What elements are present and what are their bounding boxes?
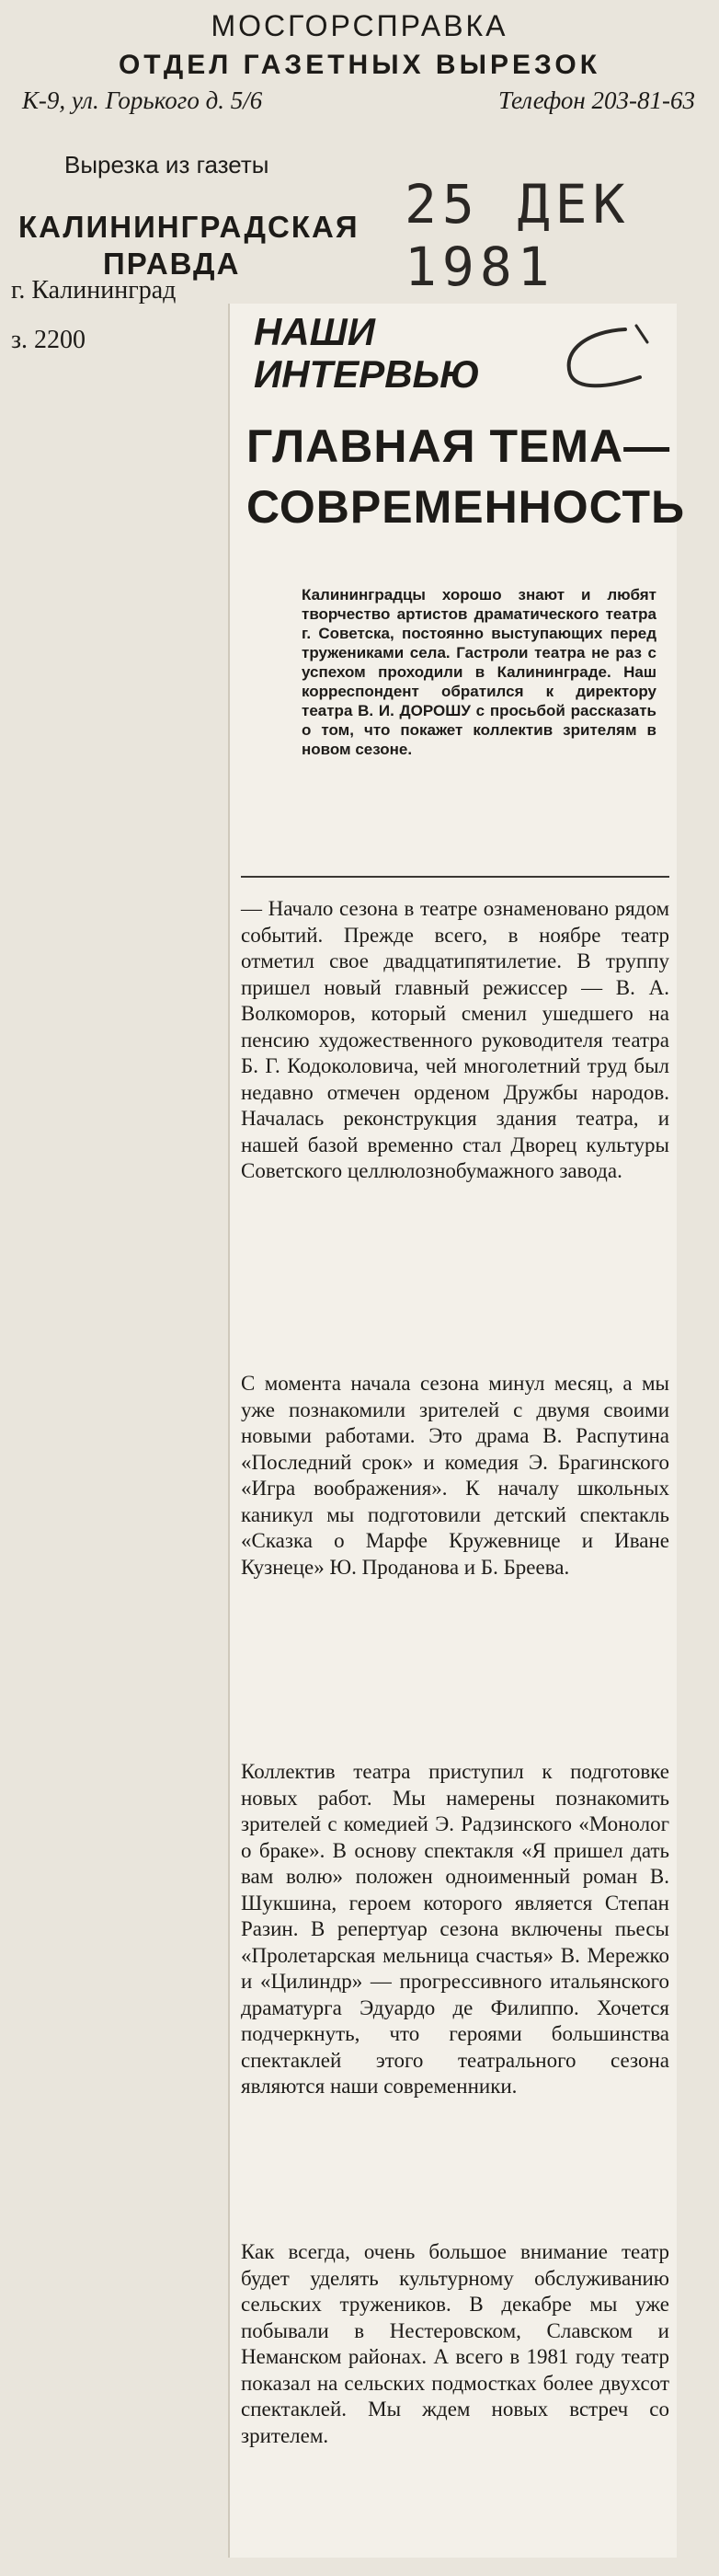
newspaper-name-line1: КАЛИНИНГРАДСКАЯ	[18, 210, 360, 244]
agency-address: К-9, ул. Горького д. 5/6	[22, 86, 263, 114]
headline-line1: ГЛАВНАЯ ТЕМА—	[246, 420, 671, 472]
article-rubric	[254, 311, 480, 396]
article-paragraph-3: Коллектив театра приступил к подготовке новых работ. Мы намерены познакомить зрителей с комедией Э. Радзинского «Монолог о браке». В основу спектакля «Я пришел дать вам волю» положен одноименный роман В. Шукшина, героем которого является Степан Разин. В репертуар сезона включены пьесы «Пролетарская мельница счастья» В. Мережко и «Цилиндр» — прогрессивного итальянского драматурга Эдуардо де Филиппо. Хочется подчеркнуть, что героями большинства спектаклей этого театрального сезона являются наши современники.	[241, 1760, 669, 2098]
lead-divider	[241, 876, 669, 878]
rubric-line2: ИНТЕРВЬЮ	[254, 352, 481, 396]
article-paragraph-2: С момента начала сезона минул месяц, а мы уже познакомили зрителей с двумя своими новыми работами. Это драма В. Распутина «Последний срок» и комедия Э. Брагинского «Игра воображения». К началу школьных каникул мы подготовили детский спектакль «Сказка о Марфе Кружевнице и Иване Кузнеце» Ю. Проданова и Б. Бреева.	[241, 1372, 669, 1579]
rubric-line1: НАШИ	[254, 310, 375, 353]
article-paragraph-1: — Начало сезона в театре ознаменовано рядом событий. Прежде всего, в ноябре театр отметил свое двадцатипятилетие. В труппу пришел новый главный режиссер — В. А. Волкоморов, который сменил ушедшего на пенсию художественного руководителя театра Б. Г. Кодоколовича, чей многолетний труд был недавно отмечен орденом Дружбы народов. Началась реконструкция здания театра, и нашей базой временно стал Дворец культуры Советского целлюлознобумажного завода.	[241, 897, 669, 1182]
newspaper-city: г. Калининград	[11, 276, 177, 305]
order-number: з. 2200	[11, 326, 86, 354]
newspaper-name-line2: ПРАВДА	[103, 247, 241, 281]
article-lead: Калининградцы хорошо знают и любят творчество артистов драматического театра г. Советска, постоянно выступающих перед тружениками села. Гастроли театра не раз с успехом проходили в Калининграде. Наш корреспондент обратился к директору театра В. И. ДОРОШУ с просьбой рассказать о том, что покажет коллектив зрителям в новом сезоне.	[302, 586, 656, 758]
clipping-label: Вырезка из газеты	[64, 151, 269, 178]
article-paragraph-4: Как всегда, очень большое внимание театр будет уделять культурному обслуживанию сельских тружеников. В декабре мы уже побывали в Нестеровском, Славском и Неманском районах. А всего в 1981 году театр показал на сельских подмостках более двухсот спектаклей. Мы ждем новых встреч со зрителем.	[241, 2240, 669, 2447]
date-stamp: 25 ДЕК 1981	[405, 173, 631, 298]
headline-line2: СОВРЕМЕННОСТЬ	[246, 481, 686, 533]
agency-phone: Телефон 203-81-63	[497, 86, 695, 114]
agency-name: МОСГОРСПРАВКА	[211, 9, 508, 42]
handwritten-check-mark-icon	[552, 322, 671, 396]
article-headline	[246, 416, 686, 537]
department-name: ОТДЕЛ ГАЗЕТНЫХ ВЫРЕЗОК	[118, 50, 601, 80]
